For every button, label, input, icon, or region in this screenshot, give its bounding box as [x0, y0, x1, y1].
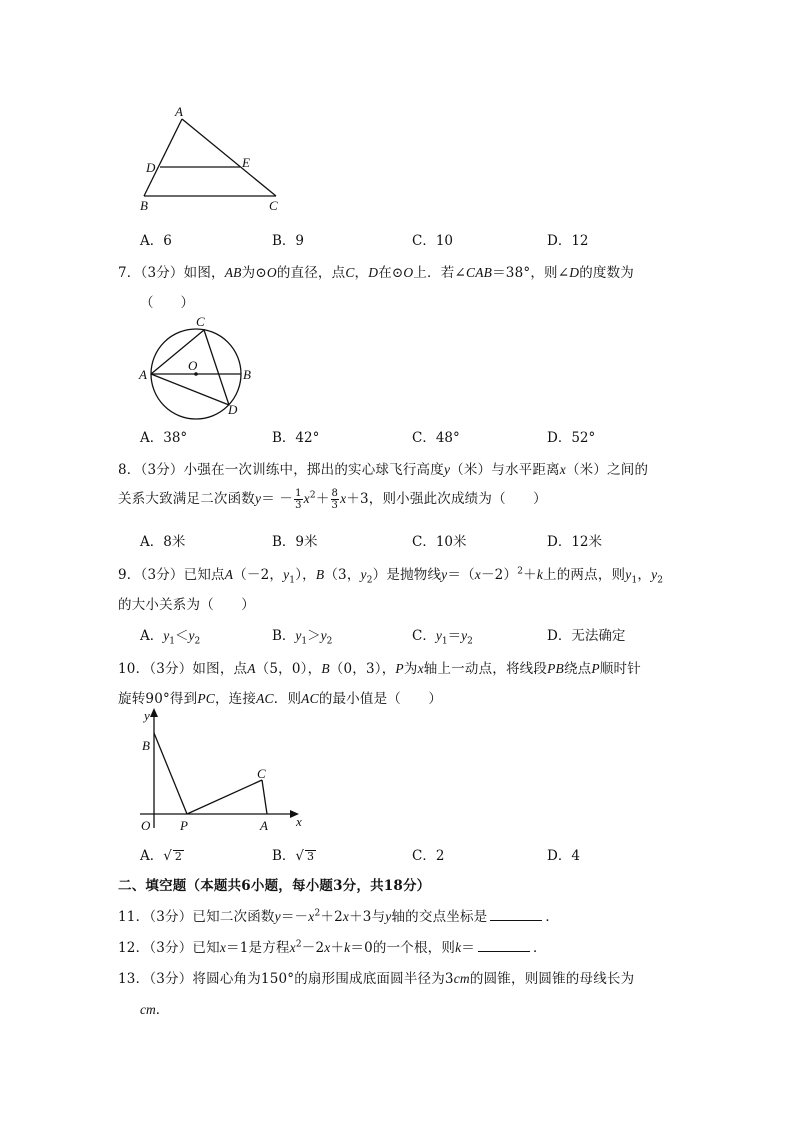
y-axis-arrow: [150, 708, 158, 717]
label-c: C: [196, 314, 205, 329]
q12-stem: 12．（3分）已知x＝1是方程$x^2-2x+k=0$的一个根，则k＝ ．: [118, 939, 547, 956]
label-c: C: [257, 766, 266, 781]
segment-ac: [182, 119, 276, 196]
q6-option-d[interactable]: D．12: [547, 233, 589, 249]
q7-option-c[interactable]: C．48°: [412, 430, 460, 446]
q9-stem-line1: 9．（3分）已知点A（－2，$y_1$），B（3，$y_2$）是抛物线$y=(x-2)^2+k$上的两点，则$y_1$，$y_2$: [118, 566, 664, 586]
q10-option-b[interactable]: B．√ 3: [272, 848, 315, 864]
q8-stem-line2: 关系大致满足二次函数y＝ － $\frac{1}{3}$ $x^2+$ $\frac{8}{3}$ x＋3，则小强此次成绩为（ ）: [118, 488, 547, 511]
triangle-figure: [130, 100, 300, 215]
label-p: P: [180, 818, 188, 833]
q7-option-a[interactable]: A．38°: [140, 430, 188, 446]
q9-option-c[interactable]: C．$y_1=y_2$: [412, 628, 473, 647]
q7-stem: 7．（3分）如图，AB为⊙O的直径，点C，D在⊙O上．若∠CAB＝38°，则∠D的度数为: [118, 265, 634, 281]
chord-ad: [151, 374, 229, 405]
section-2-heading: 二、填空题（本题共6小题，每小题3分，共18分）: [118, 878, 431, 894]
label-c: C: [269, 198, 278, 213]
segment-bp: [154, 733, 187, 814]
q6-option-b[interactable]: B．9: [272, 233, 305, 249]
radical-2: 2: [174, 850, 182, 863]
label-d: D: [228, 402, 238, 417]
q13-stem-line2: cm．: [140, 1002, 170, 1018]
q7-answer-paren: （ ）: [140, 295, 194, 311]
label-y: y: [144, 708, 150, 723]
q7-option-d[interactable]: D．52°: [547, 430, 596, 446]
label-o: O: [188, 358, 198, 373]
segment-ca: [262, 780, 267, 814]
label-a: A: [260, 818, 268, 833]
circle-figure: [130, 310, 270, 420]
q10-option-d[interactable]: D．4: [547, 848, 580, 864]
q9-stem-line2: 的大小关系为（ ）: [118, 597, 255, 613]
label-a: A: [175, 104, 183, 119]
q10-option-a[interactable]: A．√ 2: [140, 848, 182, 864]
q8-option-c[interactable]: C．10米: [412, 534, 467, 550]
q8-option-a[interactable]: A．8米: [140, 534, 186, 550]
q9-option-d[interactable]: D．无法确定: [547, 628, 626, 644]
q10-stem-line1: 10．（3分）如图，点A（5，0），B（0，3），P为x轴上一动点，将线段PB绕点P顺时针: [118, 661, 641, 677]
q11-answer-blank[interactable]: [490, 908, 542, 921]
fraction-eight-thirds: $\frac{8}{3}$: [331, 488, 339, 511]
fraction-one-third: $\frac{1}{3}$: [295, 488, 302, 511]
label-b: B: [142, 738, 150, 753]
segment-ab: [144, 119, 182, 196]
label-b: B: [243, 367, 251, 382]
label-d: D: [146, 160, 156, 175]
q10-option-c[interactable]: C．2: [412, 848, 445, 864]
q13-stem-line1: 13．（3分）将圆心角为150°的扇形围成底面圆半径为3cm的圆锥，则圆锥的母线长为: [118, 971, 635, 987]
radical-3: 3: [307, 850, 315, 863]
label-e: E: [242, 155, 250, 170]
q8-option-d[interactable]: D．12米: [547, 534, 603, 550]
coordinate-figure: [130, 700, 315, 840]
q9-option-a[interactable]: A．$y_1<y_2$: [140, 628, 201, 647]
q10-stem-line2: 旋转90°得到PC，连接AC．则AC的最小值是（ ）: [118, 691, 443, 707]
q9-option-b[interactable]: B．$y_1>y_2$: [272, 628, 333, 647]
q11-stem: 11．（3分）已知二次函数$y=-x^2+2x+3$与y轴的交点坐标是 ．: [118, 908, 560, 925]
q7-option-b[interactable]: B．42°: [272, 430, 320, 446]
q8-option-b[interactable]: B．9米: [272, 534, 318, 550]
segment-pc: [187, 780, 262, 814]
label-o: O: [141, 818, 151, 833]
q8-stem-line1: 8．（3分）小强在一次训练中，掷出的实心球飞行高度y（米）与水平距离x（米）之间的: [118, 462, 649, 478]
label-x: x: [296, 814, 302, 829]
label-b: B: [140, 198, 148, 213]
label-a: A: [139, 367, 147, 382]
q6-option-a[interactable]: A．6: [140, 233, 172, 249]
q6-option-c[interactable]: C．10: [412, 233, 454, 249]
chord-cd: [204, 330, 229, 405]
q12-answer-blank[interactable]: [478, 939, 530, 952]
